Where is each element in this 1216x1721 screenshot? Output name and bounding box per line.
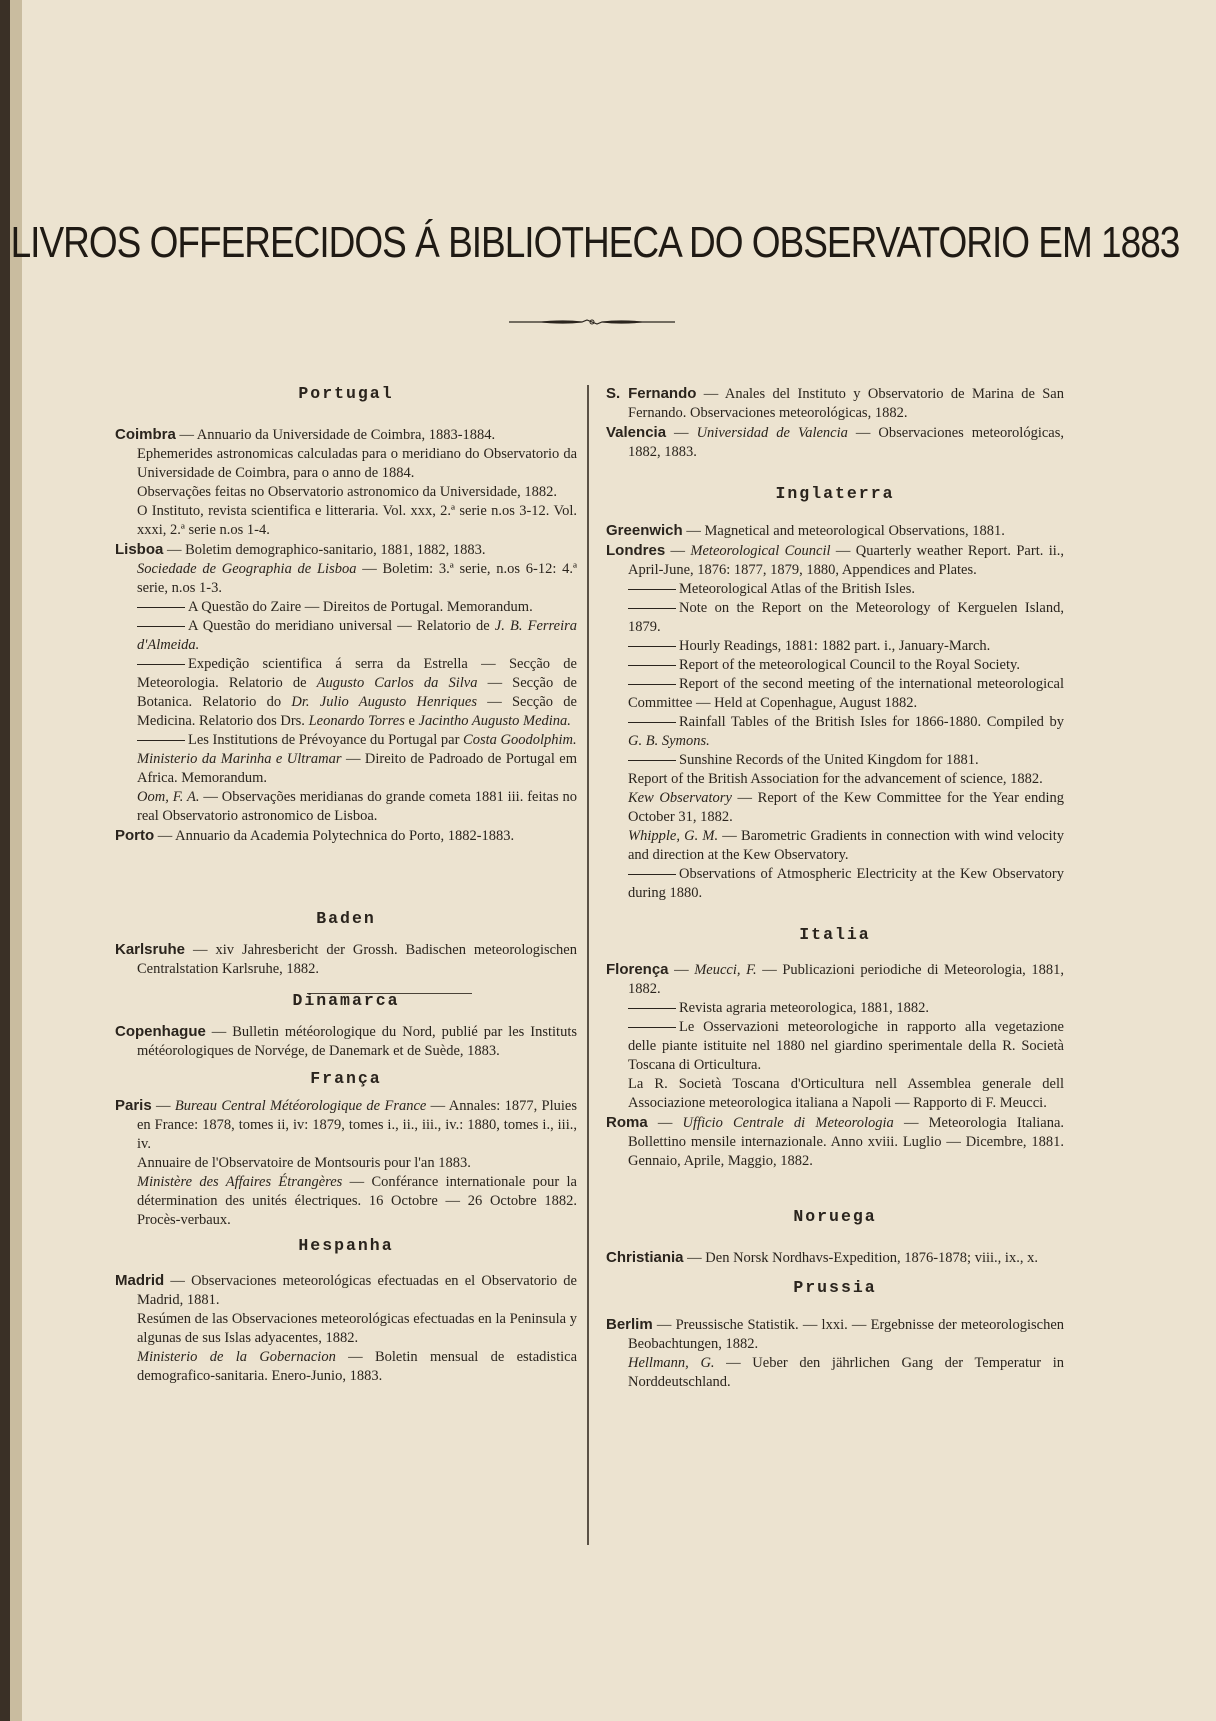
entry-madrid bbox=[115, 1271, 577, 1310]
entry-text: Observations of Atmospheric Electricity at the Kew Observatory during 1880. bbox=[628, 866, 1064, 901]
section-heading-dinamarca: Dinamarca bbox=[292, 991, 400, 1010]
ditto-dash bbox=[628, 760, 676, 761]
entry-text: — Secção de Medicina. Relatorio dos Drs. bbox=[137, 694, 577, 729]
entry-text: — Boletim demographico-sanitario, 1881, 1882, 1883. bbox=[163, 542, 486, 558]
ditto-dash bbox=[137, 626, 185, 627]
entry-head: Christiania bbox=[606, 1249, 684, 1266]
entry-sociedade bbox=[115, 560, 577, 598]
entry-revista-agraria bbox=[606, 999, 1064, 1018]
entry-italic: J. B. Ferreira d'Almeida. bbox=[137, 618, 577, 653]
right-column bbox=[606, 384, 1064, 1392]
section-heading-franca: França bbox=[310, 1069, 382, 1088]
entry-head: Valencia bbox=[606, 424, 667, 441]
entry-italic: Ministère des Affaires Étrangères bbox=[137, 1174, 343, 1190]
entry-italic: Ministerio da Marinha e Ultramar bbox=[137, 751, 342, 767]
entry-italic: Whipple, G. M. bbox=[628, 828, 719, 844]
entry-text: — Direito de Padroado de Portugal em Africa. Memorandum. bbox=[137, 751, 577, 786]
entry-meridiano bbox=[115, 617, 577, 655]
ditto-dash bbox=[628, 874, 676, 875]
section-heading-noruega: Noruega bbox=[793, 1207, 877, 1226]
entry-text: A Questão do Zaire — Direitos de Portugal. Memorandum. bbox=[188, 599, 533, 615]
entry-londres bbox=[606, 541, 1064, 580]
ditto-dash bbox=[628, 1008, 676, 1009]
entry-text: Annuaire de l'Observatoire de Montsouris pour l'an 1883. bbox=[137, 1155, 471, 1171]
entry-text: Le Osservazioni meteorologiche in rapporto alla vegetazione delle piante istituite nel 1880 nel giardino sperimentale della R. Società Toscana di Orticultura. bbox=[628, 1019, 1064, 1073]
entry-text: — Conférance internationale pour la détermination des unités électriques. 16 Octobre — 26 Octobre 1882. Procès-verbaux. bbox=[137, 1174, 577, 1228]
entry-text: — xiv Jahresbericht der Grossh. Badischen meteorologischen Centralstation Karlsruhe, 1882. bbox=[137, 942, 577, 977]
entry-text: Sunshine Records of the United Kingdom for 1881. bbox=[679, 752, 979, 768]
entry-coimbra bbox=[115, 425, 577, 445]
column-divider bbox=[587, 385, 589, 1545]
document-page bbox=[10, 0, 1216, 1721]
entry-text: — Observaciones meteorológicas, 1882, 1883. bbox=[628, 425, 1065, 460]
entry-oom bbox=[115, 788, 577, 826]
entry-text: — Ueber den jährlichen Gang der Temperatur in Norddeutschland. bbox=[628, 1355, 1064, 1390]
entry-text: — Annuario da Academia Polytechnica do Porto, 1882-1883. bbox=[154, 828, 515, 844]
ditto-dash bbox=[137, 740, 185, 741]
entry-text: — Anales del Instituto y Observatorio de Marina de San Fernando. Observaciones meteorológicas, 1882. bbox=[628, 386, 1064, 421]
entry-head: Roma bbox=[606, 1114, 648, 1131]
section-heading-prussia: Prussia bbox=[793, 1278, 877, 1297]
entry-berlim bbox=[606, 1315, 1064, 1354]
entry-atlas bbox=[606, 580, 1064, 599]
entry-italic: Sociedade de Geographia de Lisboa bbox=[137, 561, 357, 577]
entry-text: — bbox=[668, 962, 695, 978]
entry-italic: Dr. Julio Augusto Henriques bbox=[291, 694, 477, 710]
entry-text: — Observações meridianas do grande cometa 1881 iii. feitas no real Observatorio astronomico de Lisboa. bbox=[137, 789, 578, 824]
entry-porto bbox=[115, 826, 577, 846]
ditto-dash bbox=[628, 684, 676, 685]
entry-head: Paris bbox=[115, 1097, 152, 1114]
entry-italic: Meucci, F. bbox=[694, 962, 757, 978]
entry-text: — Bulletin météorologique du Nord, publié par les Instituts météorologiques de Norvége, de Danemark et de Suède, 1883. bbox=[137, 1024, 577, 1059]
entry-florenca bbox=[606, 960, 1064, 999]
entry-text: Les Institutions de Prévoyance du Portugal par bbox=[188, 732, 464, 748]
entry-head: Berlim bbox=[606, 1316, 653, 1333]
ditto-dash bbox=[628, 608, 676, 609]
entry-christiania bbox=[606, 1248, 1064, 1268]
entry-head: Lisboa bbox=[115, 541, 164, 558]
entry-zaire bbox=[115, 598, 577, 617]
entry-text: — bbox=[151, 1098, 175, 1114]
entry-head: Madrid bbox=[115, 1272, 165, 1289]
entry-text: Observações feitas no Observatorio astronomico da Universidade, 1882. bbox=[137, 484, 557, 500]
entry-s-fernando bbox=[606, 384, 1064, 423]
entry-sunshine bbox=[606, 751, 1064, 770]
entry-valencia bbox=[606, 423, 1064, 462]
entry-second-meeting bbox=[606, 675, 1064, 713]
entry-italic: Kew Observatory bbox=[628, 790, 732, 806]
entry-text: — Report of the Kew Committee for the Year ending October 31, 1882. bbox=[628, 790, 1065, 825]
entry-text: Meteorological Atlas of the British Isles. bbox=[679, 581, 915, 597]
entry-text: — Observaciones meteorológicas efectuadas en el Observatorio de Madrid, 1881. bbox=[137, 1273, 577, 1308]
entry-gobernacion bbox=[115, 1348, 577, 1386]
entry-text: Rainfall Tables of the British Isles for 1866-1880. Compiled by bbox=[679, 714, 1064, 730]
entry-text: Hourly Readings, 1881: 1882 part. i., January-March. bbox=[679, 638, 991, 654]
entry-text: Report of the second meeting of the international meteorological Committee — Held at Copenhague, August 1882. bbox=[628, 676, 1064, 711]
entry-text: Resúmen de las Observaciones meteorológicas efectuadas en la Peninsula y algunas de sus Islas adyacentes, 1882. bbox=[137, 1311, 577, 1346]
entry-rainfall bbox=[606, 713, 1064, 751]
section-heading-italia: Italia bbox=[799, 925, 871, 944]
section-heading-portugal: Portugal bbox=[298, 384, 394, 403]
entry-kerguelen bbox=[606, 599, 1064, 637]
entry-text: La R. Società Toscana d'Orticultura nell Assemblea generale dell Associazione meteorologica italiana a Napoli — Rapporto di F. Meucci. bbox=[628, 1076, 1064, 1111]
entry-italic: Jacintho Augusto Medina. bbox=[418, 713, 571, 729]
entry-text: Note on the Report on the Meteorology of Kerguelen Island, 1879. bbox=[628, 600, 1064, 635]
entry-text: e bbox=[404, 713, 419, 729]
ditto-dash bbox=[628, 1027, 676, 1028]
entry-head: Copenhague bbox=[115, 1023, 206, 1040]
entry-head: Florença bbox=[606, 961, 669, 978]
entry-head: Porto bbox=[115, 827, 155, 844]
entry-electricity bbox=[606, 865, 1064, 903]
entry-text: — bbox=[665, 543, 691, 559]
entry-text: — Annales: 1877, Pluies en France: 1878, tomes ii, iv: 1879, tomes i., ii., iii., iv.: 1880, tomes i., iii., iv. bbox=[137, 1098, 578, 1152]
ditto-dash bbox=[628, 665, 676, 666]
entry-text: — Boletim: 3.ª serie, n.os 6-12: 4.ª serie, n.os 1-3. bbox=[137, 561, 577, 596]
entry-text: — Meteorologia Italiana. Bollettino mensile internazionale. Anno xviii. Luglio — Dicembre, 1881. Gennaio, Aprile, Maggio, 1882. bbox=[628, 1115, 1065, 1169]
entry-italic: G. B. Symons. bbox=[628, 733, 710, 749]
entry-societa-toscana bbox=[606, 1075, 1064, 1113]
entry-whipple bbox=[606, 827, 1064, 865]
ditto-dash bbox=[628, 722, 676, 723]
entry-royal-society bbox=[606, 656, 1064, 675]
entry-text: — Quarterly weather Report. Part. ii., April-June, 1876: 1877, 1879, 1880, Appendices and Plates. bbox=[628, 543, 1065, 578]
entry-italic: Costa Goodolphim. bbox=[463, 732, 577, 748]
title-ornament bbox=[507, 316, 677, 328]
entry-hourly bbox=[606, 637, 1064, 656]
entry-italic: Meteorological Council bbox=[690, 543, 831, 559]
entry-text: Report of the meteorological Council to the Royal Society. bbox=[679, 657, 1020, 673]
entry-osservazioni bbox=[606, 1018, 1064, 1075]
entry-montsouris bbox=[115, 1154, 577, 1173]
entry-head: Greenwich bbox=[606, 522, 683, 539]
entry-text: — Secção de Botanica. Relatorio do bbox=[137, 675, 577, 710]
entry-text: — Preussische Statistik. — lxxi. — Ergebnisse der meteorologischen Beobachtungen, 1882. bbox=[628, 1317, 1064, 1352]
entry-text: — Boletin mensual de estadistica demografico-sanitaria. Enero-Junio, 1883. bbox=[137, 1349, 577, 1384]
entry-text: A Questão do meridiano universal — Relatorio de bbox=[188, 618, 495, 634]
ditto-dash bbox=[137, 664, 185, 665]
entry-text: — Magnetical and meteorological Observations, 1881. bbox=[682, 523, 1005, 539]
section-heading-hespanha: Hespanha bbox=[298, 1236, 394, 1255]
entry-italic: Ministerio de la Gobernacion bbox=[137, 1349, 336, 1365]
entry-text: O Instituto, revista scientifica e litteraria. Vol. xxx, 2.ª serie n.os 3-12. Vol. xxxi, 2.ª serie n.os 1-4. bbox=[137, 503, 577, 538]
entry-text: — Den Norsk Nordhavs-Expedition, 1876-1878; viii., ix., x. bbox=[683, 1250, 1038, 1266]
entry-ephemerides bbox=[115, 445, 577, 483]
ditto-dash bbox=[628, 589, 676, 590]
entry-greenwich bbox=[606, 521, 1064, 541]
document-title: LIVROS OFFERECIDOS Á BIBLIOTHECA DO OBSERVATORIO EM 1883 bbox=[10, 218, 1180, 267]
entry-italic: Leonardo Torres bbox=[308, 713, 405, 729]
entry-karlsruhe bbox=[115, 940, 577, 979]
ditto-dash bbox=[628, 646, 676, 647]
left-column bbox=[115, 384, 577, 1386]
section-heading-inglaterra: Inglaterra bbox=[775, 484, 895, 503]
entry-british-association bbox=[606, 770, 1064, 789]
entry-affaires bbox=[115, 1173, 577, 1230]
entry-italic: Hellmann, G. bbox=[628, 1355, 715, 1371]
entry-text: Revista agraria meteorologica, 1881, 1882. bbox=[679, 1000, 930, 1016]
entry-resumen bbox=[115, 1310, 577, 1348]
entry-text: Expedição scientifica á serra da Estrella — Secção de Meteorologia. Relatorio de bbox=[137, 656, 577, 691]
entry-italic: Ufficio Centrale di Meteorologia bbox=[682, 1115, 894, 1131]
entry-head: Karlsruhe bbox=[115, 941, 186, 958]
entry-head: Coimbra bbox=[115, 426, 176, 443]
entry-hellmann bbox=[606, 1354, 1064, 1392]
entry-text: — Barometric Gradients in connection with wind velocity and direction at the Kew Observatory. bbox=[628, 828, 1064, 863]
entry-italic: Oom, F. A. bbox=[137, 789, 200, 805]
entry-lisboa bbox=[115, 540, 577, 560]
entry-estrella bbox=[115, 655, 577, 731]
entry-head: S. Fernando bbox=[606, 385, 697, 402]
entry-ministerio-marinha bbox=[115, 750, 577, 788]
entry-kew bbox=[606, 789, 1064, 827]
entry-head: Londres bbox=[606, 542, 666, 559]
entry-copenhague bbox=[115, 1022, 577, 1061]
entry-observacoes bbox=[115, 483, 577, 502]
entry-italic: Universidad de Valencia bbox=[696, 425, 848, 441]
section-heading-baden: Baden bbox=[316, 909, 376, 928]
entry-prevoyance bbox=[115, 731, 577, 750]
entry-text: — Publicazioni periodiche di Meteorologia, 1881, 1882. bbox=[628, 962, 1064, 997]
entry-text: — bbox=[647, 1115, 683, 1131]
entry-paris bbox=[115, 1096, 577, 1154]
entry-italic: Bureau Central Météorologique de France bbox=[174, 1098, 427, 1114]
entry-roma bbox=[606, 1113, 1064, 1171]
ditto-dash bbox=[137, 607, 185, 608]
entry-instituto bbox=[115, 502, 577, 540]
entry-text: — bbox=[666, 425, 697, 441]
entry-text: Report of the British Association for the advancement of science, 1882. bbox=[628, 771, 1043, 787]
entry-italic: Augusto Carlos da Silva bbox=[316, 675, 478, 691]
entry-text: — Annuario da Universidade de Coimbra, 1883-1884. bbox=[175, 427, 496, 443]
entry-text: Ephemerides astronomicas calculadas para o meridiano do Observatorio da Universidade de Coimbra, para o anno de 1884. bbox=[137, 446, 577, 481]
